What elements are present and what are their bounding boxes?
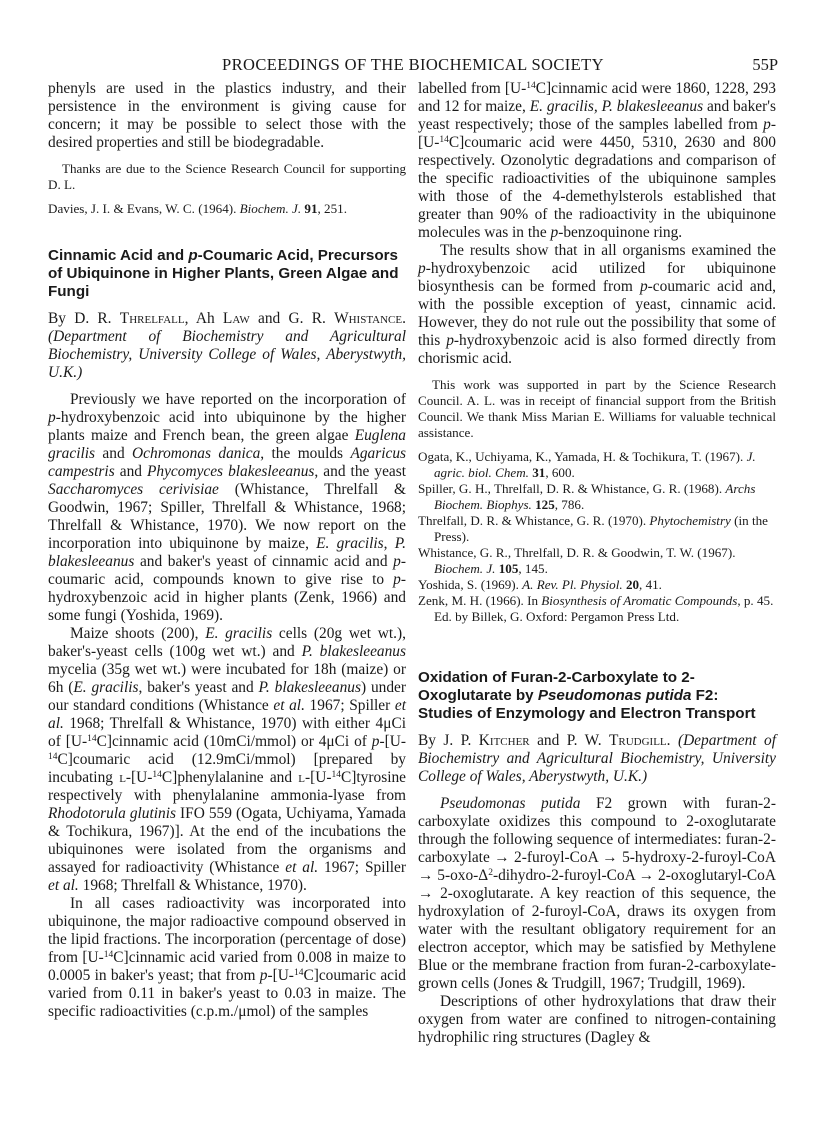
article-title: Oxidation of Furan-2-Carboxylate to 2-Oxoglutarate by Pseudomonas putida F2: Studies of Enzymology and Electron Transport xyxy=(418,669,756,722)
journal-title: PROCEEDINGS OF THE BIOCHEMICAL SOCIETY xyxy=(222,55,604,74)
acknowledgement-block xyxy=(48,161,406,217)
affiliation: (Department of Biochemistry and Agricultural Biochemistry, University College of Wales, Aberystwyth, U.K.) xyxy=(418,732,776,785)
body-paragraph: labelled from [U-$^{14}$C]cinnamic acid were 1860, 1228, 293 and 12 for maize, E. gracilis, P. blakesleeanus and baker's yeast respectively; those of the samples labelled from p-[U-$^{14}$C]coumaric acid were 4450, 5310, 2630 and 800 respectively. Ozonolytic degradations and comparison of the specific radioactivities of the ubiquinone samples with those of the 4-demethylsterols established that greater than 90% of the radioactivity in the ubiquinone molecules was in the p-benzoquinone ring. xyxy=(418,80,776,241)
reference-item: Whistance, G. R., Threlfall, D. R. & Goodwin, T. W. (1967). Biochem. J. 105, 145. xyxy=(418,545,736,576)
acknowledgement: Thanks are due to the Science Research Council for supporting D. L. xyxy=(48,161,406,192)
reference-item: Spiller, G. H., Threlfall, D. R. & Whistance, G. R. (1968). Archs Biochem. Biophys. 125, 786. xyxy=(418,481,756,512)
article-byline: By D. R. Threlfall, Ah Law and G. R. Whistance. (Department of Biochemistry and Agricultural Biochemistry, University College of Wales, Aberystwyth, U.K.) xyxy=(48,310,406,381)
body-paragraph: Previously we have reported on the incorporation of p-hydroxybenzoic acid into ubiquinone by the higher plants maize and French bean, the green algae Euglena gracilis and Ochromonas danica, the moulds Agaricus campestris and Phycomyces blakesleeanus, and the yeast Saccharomyces cerivisiae (Whistance, Threlfall & Goodwin, 1967; Spiller, Threlfall & Whistance, 1968; Threlfall & Whistance, 1970). We now report on the incorporation into ubiquinone by maize, E. gracilis, P. blakesleeanus and baker's yeast of cinnamic acid and p-coumaric acid, compounds known to give rise to p-hydroxybenzoic acid in higher plants (Zenk, 1966) and some fungi (Yoshida, 1969). xyxy=(48,391,407,624)
running-header xyxy=(48,55,778,79)
reference-item: Davies, J. I. & Evans, W. C. (1964). Biochem. J. 91, 251. xyxy=(48,201,347,216)
reference-list xyxy=(418,449,776,593)
body-paragraph: In all cases radioactivity was incorporated into ubiquinone, the major radioactive compound observed in the lipid fractions. The incorporation (percentage of dose) from [U-$^{14}$C]cinnamic acid varied from 0.008 in maize to 0.0005 in baker's yeast; that from p-[U-$^{14}$C]coumaric acid varied from 0.11 in baker's yeast to 0.03 in maize. The specific radioactivities (c.p.m./μmol) of the samples xyxy=(48,895,406,1020)
reference-item: Yoshida, S. (1969). A. Rev. Pl. Physiol. 20, 41. xyxy=(418,577,662,592)
body-paragraph: The results show that in all organisms examined the p-hydroxybenzoic acid utilized for ubiquinone biosynthesis can be formed from p-coumaric acid and, with the possible exception of yeast, cinnamic acid. However, they do not rule out the possibility that some of this p-hydroxybenzoic acid is also formed directly from chorismic acid. xyxy=(418,242,777,367)
acknowledgement: This work was supported in part by the Science Research Council. A. L. was in receipt of financial support from the British Council. We thank Miss Marian E. Williams for valuable technical assistance. xyxy=(418,377,776,440)
page-number: 55P xyxy=(752,55,778,74)
article-byline: By J. P. Kitcher and P. W. Trudgill. (Department of Biochemistry and Agricultural Biochemistry, University College of Wales, Aberystwyth, U.K.) xyxy=(418,732,776,785)
reference-item: Threlfall, D. R. & Whistance, G. R. (1970). Phytochemistry (in the Press). xyxy=(418,513,768,544)
body-paragraph: Pseudomonas putida F2 grown with furan-2-carboxylate oxidizes this compound to 2-oxoglutarate through the following sequence of intermediates: furan-2-carboxylate → 2-furoyl-CoA → 5-hydroxy-2-furoyl-CoA → $5-oxo-\Delta^2-dihydro-2-furoyl$-CoA → 2-oxoglutaryl-CoA → 2-oxoglutarate. A key reaction of this sequence, the hydroxylation of 2-furoyl-CoA, draws its oxygen from water with the resultant obligatory requirement for an electron acceptor, which may be satisfied by Methylene Blue or the membrane fraction from furan-2-carboxylate-grown cells (Jones & Trudgill, 1967; Trudgill, 1969). xyxy=(418,795,776,992)
body-paragraph: Descriptions of other hydroxylations that draw their oxygen from water are confined to nitrogen-containing hydrophilic ring structures (Dagley & xyxy=(418,993,776,1046)
body-paragraph: Maize shoots (200), E. gracilis cells (20g wet wt.), baker's-yeast cells (100g wet wt.) and P. blakesleeanus mycelia (35g wet wt.) were incubated for 18h (maize) or 6h (E. gracilis, baker's yeast and P. blakesleeanus) under our standard conditions (Whistance et al. 1967; Spiller et al. 1968; Threlfall & Whistance, 1970) with either 4μCi of [U-$^{14}$C]cinnamic acid (10mCi/mmol) or 4μCi of p-[U-$^{14}$C]coumaric acid (12.9mCi/mmol) [prepared by incubating l-[U-$^{14}$C]phenylalanine and l-[U-$^{14}$C]tyrosine respectively with phenylalanine ammonia-lyase from Rhodotorula glutinis IFO 559 (Ogata, Uchiyama, Yamada & Tochikura, 1967)]. At the end of the incubations the ubiquinones were isolated from the organisms and assayed for radioactivity (Whistance et al. 1967; Spiller et al. 1968; Threlfall & Whistance, 1970). xyxy=(48,625,407,894)
acknowledgement-block xyxy=(418,377,776,625)
article-title: Cinnamic Acid and p-Coumaric Acid, Precursors of Ubiquinone in Higher Plants, Green Algae and Fungi xyxy=(48,247,399,300)
reference-item: Ogata, K., Uchiyama, K., Yamada, H. & Tochikura, T. (1967). J. agric. biol. Chem. 31, 600. xyxy=(418,449,756,480)
right-column xyxy=(418,80,776,1047)
continued-paragraph: phenyls are used in the plastics industry, and their persistence in the environment is giving cause for concern; it may be possible to select those with the desired properties and still be biodegradable. xyxy=(48,80,406,151)
affiliation: (Department of Biochemistry and Agricultural Biochemistry, University College of Wales, Aberystwyth, U.K.) xyxy=(48,328,406,381)
left-column xyxy=(48,80,406,1021)
reference-item: Zenk, M. H. (1966). In Biosynthesis of Aromatic Compounds, p. 45. Ed. by Billek, G. Oxford: Pergamon Press Ltd. xyxy=(418,593,774,624)
